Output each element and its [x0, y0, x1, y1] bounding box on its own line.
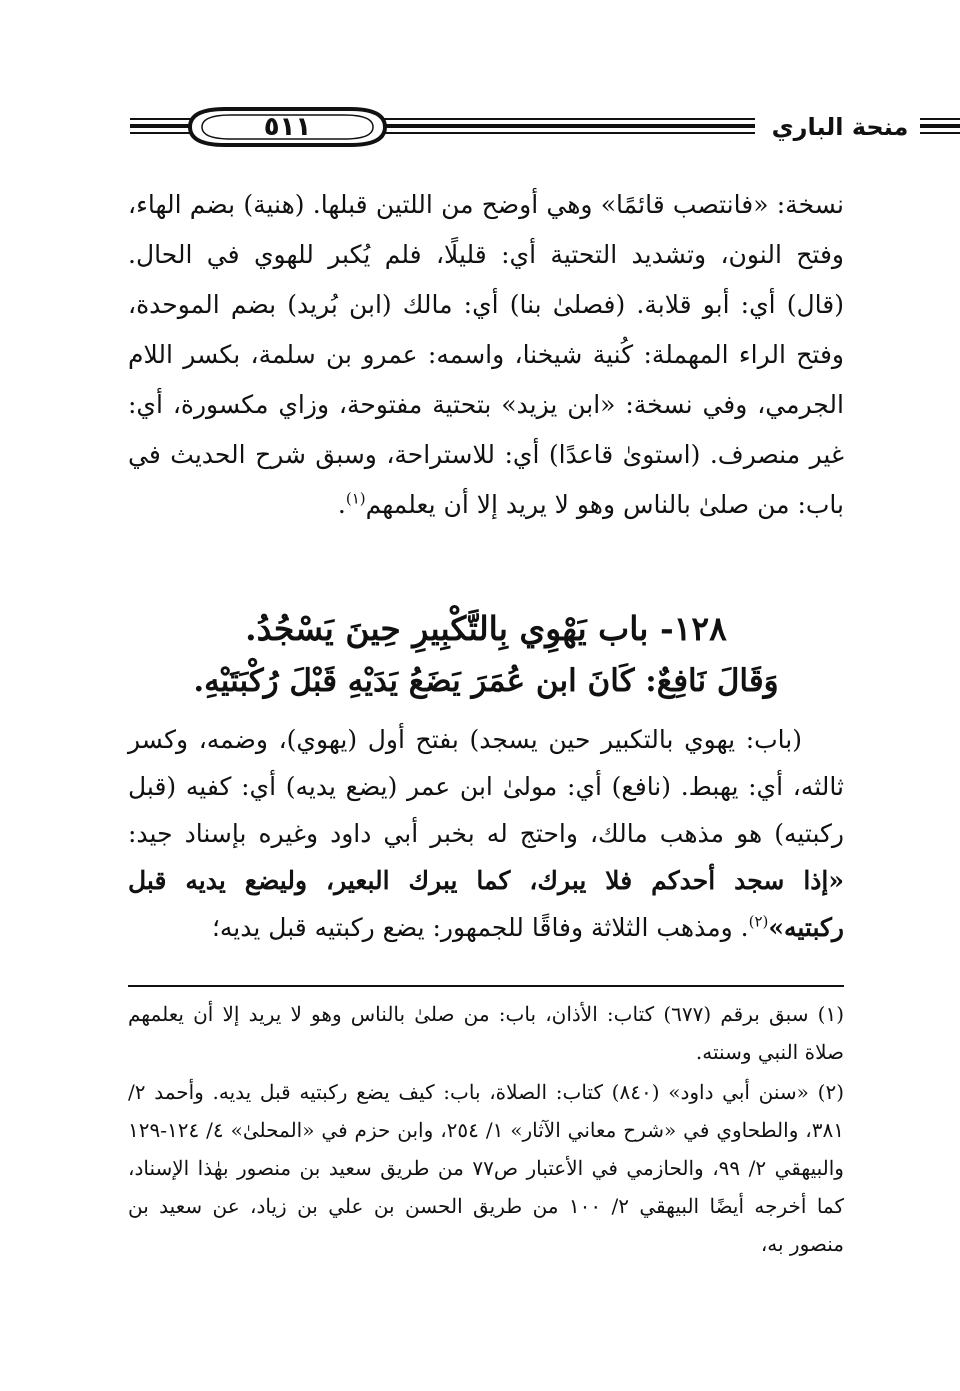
footnotes-block: [128, 995, 844, 1265]
page-number: ٥١١: [263, 112, 312, 142]
footnote-separator: [128, 985, 844, 987]
body-paragraph-block: [128, 180, 844, 530]
footnote-2: [128, 1073, 844, 1263]
commentary-text-2: . ومذهب الثلاثة وفاقًا للجمهور: يضع ركبتيه قبل يديه؛: [211, 913, 749, 942]
commentary-text-1: (باب: يهوي بالتكبير حين يسجد) بفتح أول (يهوي)، وضمه، وكسر ثالثه، أي: يهبط. (نافع) أي: مولىٰ ابن عمر (يضع يديه) أي: كفيه (قبل ركبتيه) هو مذهب مالك، واحتج له بخبر أبي داود وغيره بإسناد جيد:: [128, 725, 844, 848]
chapter-narration: وَقَالَ نَافِعٌ: كَانَ ابن عُمَرَ يَضَعُ يَدَيْهِ قَبْلَ رُكْبَتَيْهِ.: [193, 663, 779, 699]
footnote-ref-1: (١): [345, 489, 366, 508]
footnote-1: [128, 995, 844, 1071]
page-number-ornament: [185, 106, 390, 148]
header-rule-middle: [380, 118, 755, 136]
footnote-1-label: (١): [817, 1002, 844, 1026]
footnote-2-text: «سنن أبي داود» (٨٤٠) كتاب: الصلاة، باب: كيف يضع ركبتيه قبل يديه. وأحمد ٢/ ٣٨١، والطحاوي في «شرح معاني الآثار» ١/ ٢٥٤، وابن حزم في «المحلىٰ» ٤/ ١٢٤-١٢٩ والبيهقي ٢/ ٩٩، والحازمي في الأعتبار ص٧٧ من طريق سعيد بن منصور بهٰذا الإسناد، كما أخرجه أيضًا البيهقي ٢/ ١٠٠ من طريق الحسن بن علي بن زياد، عن سعيد بن منصور به،: [128, 1080, 845, 1256]
header-rule-right: [920, 118, 960, 136]
body-paragraph-end: .: [337, 490, 346, 519]
footnote-1-text: سبق برقم (٦٧٧) كتاب: الأذان، باب: من صلىٰ بالناس وهو لا يريد إلا أن يعلمهم صلاة النبي وسنته.: [128, 1002, 844, 1064]
chapter-title: ١٢٨- باب يَهْوِي بِالتَّكْبِيرِ حِينَ يَسْجُدُ.: [245, 609, 727, 648]
body-paragraph-text: نسخة: «فانتصب قائمًا» وهي أوضح من اللتين قبلها. (هنية) بضم الهاء، وفتح النون، وتشديد التحتية أي: قليلًا، فلم يُكبر للهوي في الحال. (قال) أي: أبو قلابة. (فصلىٰ بنا) أي: مالك (ابن بُريد) بضم الموحدة، وفتح الراء المهملة: كُنية شيخنا، واسمه: عمرو بن سلمة، بكسر اللام الجرمي، وفي نسخة: «ابن يزيد» بتحتية مفتوحة، وزاي مكسورة، أي: غير منصرف. (استوىٰ قاعدًا) أي: للاستراحة، وسبق شرح الحديث في باب: من صلىٰ بالناس وهو لا يريد إلا أن يعلمهم: [128, 190, 844, 519]
commentary-block: [128, 716, 844, 951]
footnote-2-label: (٢): [817, 1080, 844, 1104]
running-head-title: منحة الباري: [771, 113, 909, 141]
page-header: [130, 100, 909, 156]
chapter-heading-block: [128, 604, 844, 708]
body-paragraph: [128, 180, 844, 530]
commentary-paragraph: [128, 716, 844, 951]
hadith-quote: «إذا سجد أحدكم فلا يبرك، كما يبرك البعير، وليضع يديه قبل ركبتيه»: [128, 866, 844, 942]
footnote-ref-2: (٢): [748, 912, 769, 931]
